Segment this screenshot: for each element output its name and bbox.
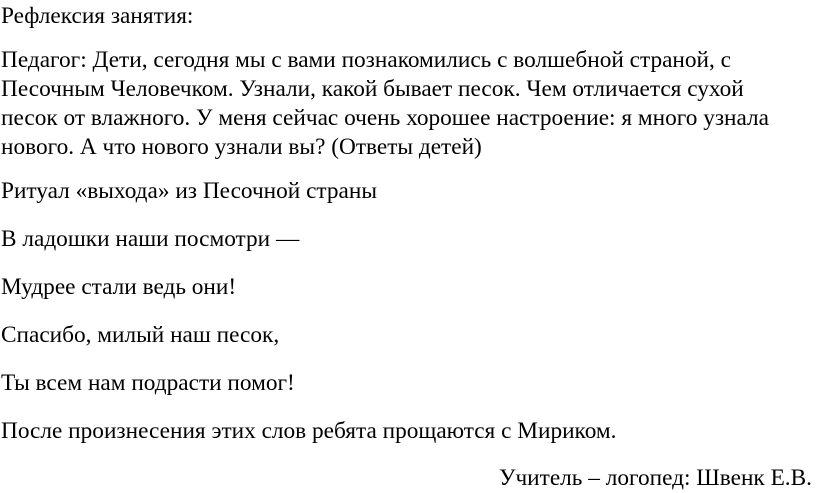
teacher-line: нового. А что нового узнали вы? (Ответы детей) (1, 134, 482, 160)
closing-paragraph: После произнесения этих слов ребята прощаются с Мириком. (1, 418, 617, 444)
section-heading: Рефлексия занятия: (1, 3, 194, 29)
verse-line-1: В ладошки наши посмотри — (1, 226, 300, 252)
teacher-paragraph (1, 46, 811, 162)
teacher-line: Песочным Человечком. Узнали, какой бывает песок. Чем отличается сухой (1, 76, 744, 102)
verse-line-3: Спасибо, милый наш песок, (1, 322, 280, 348)
signature: Учитель – логопед: Швенк Е.В. (498, 465, 812, 491)
verse-line-4: Ты всем нам подрасти помог! (1, 370, 295, 396)
teacher-line: песок от влажного. У меня сейчас очень хорошее настроение: я много узнала (1, 105, 770, 131)
verse-line-2: Мудрее стали ведь они! (1, 274, 237, 300)
teacher-line: Педагог: Дети, сегодня мы с вами познакомились с волшебной страной, с (1, 47, 732, 73)
ritual-title: Ритуал «выхода» из Песочной страны (1, 178, 378, 204)
